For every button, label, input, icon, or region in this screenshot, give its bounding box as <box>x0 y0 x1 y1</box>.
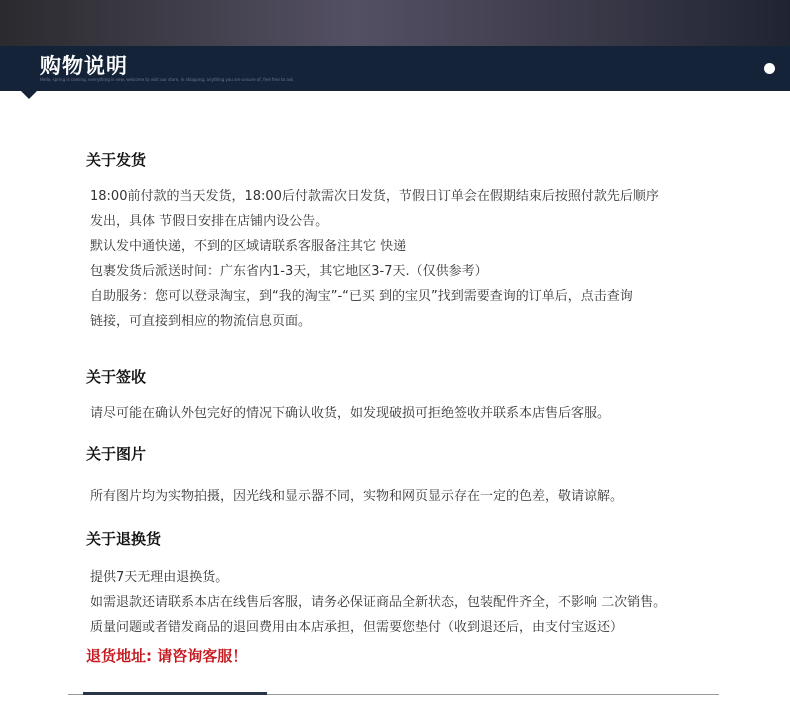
signing-line-1: 请尽可能在确认外包完好的情况下确认收货，如发现破损可拒绝签收并联系本店售后客服。 <box>90 406 611 421</box>
signing-text <box>90 401 730 426</box>
shipping-line-6: 链接，可直接到相应的物流信息页面。 <box>90 314 312 329</box>
returns-line-1: 提供7天无理由退换货。 <box>90 570 229 585</box>
title-pointer-arrow <box>21 91 37 99</box>
shipping-line-2: 发出，具体 节假日安排在店铺内设公告。 <box>90 214 329 229</box>
returns-text <box>90 565 730 640</box>
shipping-line-3: 默认发中通快递，不到的区域请联系客服备注其它 快递 <box>90 239 407 254</box>
shipping-line-5: 自助服务：您可以登录淘宝，到“我的淘宝”-“已买 到的宝贝”找到需要查询的订单后，点击查询 <box>90 289 633 304</box>
footer-accent-bar <box>83 692 267 695</box>
returns-line-3: 质量问题或者错发商品的退回费用由本店承担，但需要您垫付（收到退还后，由支付宝返还） <box>90 620 624 635</box>
images-heading: 关于图片 <box>86 445 147 463</box>
top-banner-strip <box>0 0 790 46</box>
shipping-text <box>90 184 730 334</box>
signing-heading: 关于签收 <box>86 368 147 386</box>
images-text <box>90 484 730 509</box>
returns-heading: 关于退换货 <box>86 530 162 548</box>
images-line-1: 所有图片均为实物拍摄，因光线和显示器不同，实物和网页显示存在一定的色差，敬请谅解。 <box>90 489 624 504</box>
circle-icon <box>764 63 775 74</box>
return-address: 退货地址: 请咨询客服！ <box>86 647 248 665</box>
page-title: 购物说明 <box>40 54 128 78</box>
shipping-line-4: 包裹发货后派送时间：广东省内1-3天，其它地区3-7天.（仅供参考） <box>90 264 488 279</box>
section-title-bar <box>0 46 790 91</box>
shipping-heading: 关于发货 <box>86 151 147 169</box>
page-subtitle: Hello, spring is coming, everything is new, welcome to visit our store, in shopping, anything you are unsure of, feel free to ask <box>40 77 294 82</box>
shipping-line-1: 18:00前付款的当天发货，18:00后付款需次日发货，节假日订单会在假期结束后按照付款先后顺序 <box>90 189 659 204</box>
returns-line-2: 如需退款还请联系本店在线售后客服，请务必保证商品全新状态，包装配件齐全，不影响 二次销售。 <box>90 595 667 610</box>
